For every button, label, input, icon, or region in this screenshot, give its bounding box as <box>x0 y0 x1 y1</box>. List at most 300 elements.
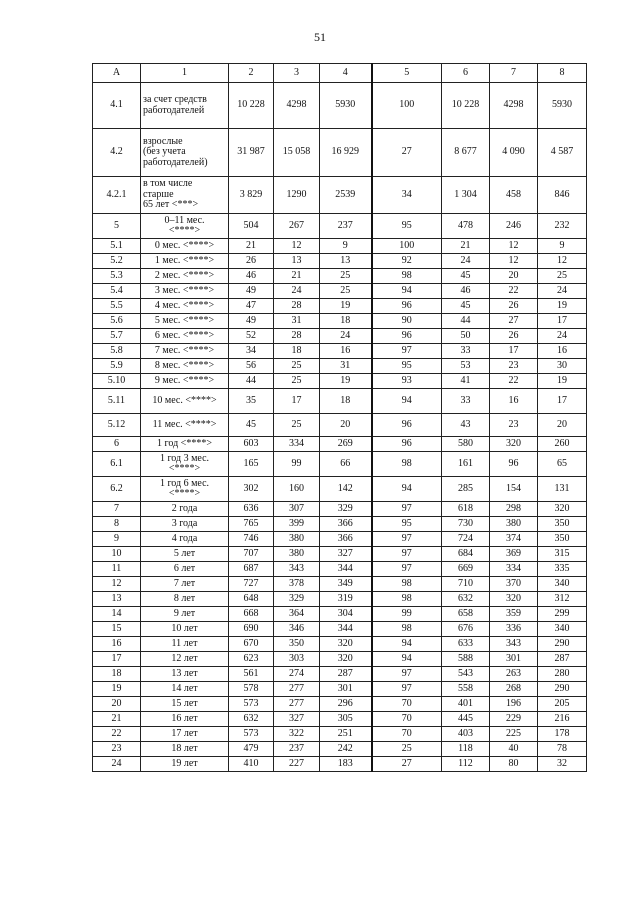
row-label-line: в том числе <box>143 178 193 190</box>
value-cell-col-2: 648 <box>229 592 274 607</box>
row-label-cell <box>141 607 229 622</box>
row-id-cell: 4.2.1 <box>93 177 141 214</box>
value-cell-col-2: 479 <box>229 742 274 757</box>
value-cell-col-2: 44 <box>229 374 274 389</box>
row-label-line: 0 мес. <****> <box>154 239 215 251</box>
value-cell-col-3: 25 <box>274 414 320 437</box>
value-cell-col-8: 16 <box>538 344 587 359</box>
value-cell-col-5: 97 <box>372 682 442 697</box>
table-row <box>93 239 587 254</box>
row-id-cell: 5.9 <box>93 359 141 374</box>
value-cell-col-7: 225 <box>490 727 538 742</box>
value-cell-col-5: 96 <box>372 329 442 344</box>
value-cell-col-7: 374 <box>490 532 538 547</box>
table-row <box>93 284 587 299</box>
row-label-line: (без учета <box>143 146 186 158</box>
value-cell-col-5: 70 <box>372 697 442 712</box>
value-cell-col-2: 632 <box>229 712 274 727</box>
row-id-cell: 5.10 <box>93 374 141 389</box>
row-id-cell: 20 <box>93 697 141 712</box>
value-cell-col-5: 97 <box>372 547 442 562</box>
header-cell-a: А <box>93 64 141 83</box>
value-cell-col-4: 20 <box>320 414 372 437</box>
value-cell-col-5: 96 <box>372 299 442 314</box>
value-cell-col-7: 369 <box>490 547 538 562</box>
value-cell-col-7: 16 <box>490 389 538 414</box>
value-cell-col-8: 19 <box>538 299 587 314</box>
value-cell-col-4: 320 <box>320 652 372 667</box>
value-cell-col-2: 21 <box>229 239 274 254</box>
value-cell-col-3: 343 <box>274 562 320 577</box>
row-label-cell <box>141 344 229 359</box>
value-cell-col-6: 676 <box>442 622 490 637</box>
row-id-cell: 6.2 <box>93 477 141 502</box>
row-label-line: 12 лет <box>171 652 198 664</box>
row-label-line: взрослые <box>143 135 183 147</box>
value-cell-col-2: 165 <box>229 452 274 477</box>
value-cell-col-5: 100 <box>372 83 442 129</box>
value-cell-col-6: 684 <box>442 547 490 562</box>
row-id-cell: 5 <box>93 214 141 239</box>
row-label-line: 13 лет <box>171 667 198 679</box>
value-cell-col-8: 315 <box>538 547 587 562</box>
value-cell-col-6: 8 677 <box>442 129 490 177</box>
row-id-cell: 17 <box>93 652 141 667</box>
row-label-cell <box>141 637 229 652</box>
row-label-cell <box>141 622 229 637</box>
value-cell-col-3: 322 <box>274 727 320 742</box>
value-cell-col-8: 32 <box>538 757 587 772</box>
value-cell-col-7: 458 <box>490 177 538 214</box>
value-cell-col-3: 25 <box>274 359 320 374</box>
value-cell-col-6: 1 304 <box>442 177 490 214</box>
value-cell-col-2: 578 <box>229 682 274 697</box>
table-row <box>93 742 587 757</box>
row-label-line: работодателей) <box>143 156 208 168</box>
value-cell-col-8: 312 <box>538 592 587 607</box>
row-label-cell <box>141 547 229 562</box>
row-id-cell: 10 <box>93 547 141 562</box>
value-cell-col-3: 18 <box>274 344 320 359</box>
value-cell-col-4: 183 <box>320 757 372 772</box>
row-label-cell <box>141 437 229 452</box>
table-row <box>93 83 587 129</box>
value-cell-col-7: 4298 <box>490 83 538 129</box>
value-cell-col-8: 25 <box>538 269 587 284</box>
value-cell-col-3: 378 <box>274 577 320 592</box>
row-label-cell <box>141 592 229 607</box>
value-cell-col-4: 366 <box>320 517 372 532</box>
value-cell-col-2: 746 <box>229 532 274 547</box>
row-label-cell <box>141 727 229 742</box>
value-cell-col-7: 80 <box>490 757 538 772</box>
row-label-line: 10 мес. <****> <box>152 394 217 406</box>
row-id-cell: 5.6 <box>93 314 141 329</box>
row-label-cell <box>141 742 229 757</box>
value-cell-col-4: 19 <box>320 374 372 389</box>
header-cell-8: 8 <box>538 64 587 83</box>
value-cell-col-7: 343 <box>490 637 538 652</box>
row-label-line: 6 мес. <****> <box>154 329 215 341</box>
table-row <box>93 254 587 269</box>
value-cell-col-8: 5930 <box>538 83 587 129</box>
table-row <box>93 607 587 622</box>
table-row <box>93 562 587 577</box>
header-cell-7: 7 <box>490 64 538 83</box>
value-cell-col-4: 344 <box>320 562 372 577</box>
value-cell-col-3: 327 <box>274 712 320 727</box>
value-cell-col-6: 33 <box>442 389 490 414</box>
value-cell-col-8: 290 <box>538 682 587 697</box>
value-cell-col-3: 31 <box>274 314 320 329</box>
row-label-cell <box>141 299 229 314</box>
value-cell-col-5: 70 <box>372 727 442 742</box>
value-cell-col-3: 346 <box>274 622 320 637</box>
value-cell-col-5: 94 <box>372 477 442 502</box>
row-id-cell: 5.11 <box>93 389 141 414</box>
value-cell-col-8: 19 <box>538 374 587 389</box>
value-cell-col-3: 237 <box>274 742 320 757</box>
value-cell-col-8: 20 <box>538 414 587 437</box>
row-label-line: 9 лет <box>173 607 196 619</box>
value-cell-col-7: 320 <box>490 592 538 607</box>
row-label-cell <box>141 83 229 129</box>
value-cell-col-8: 350 <box>538 517 587 532</box>
value-cell-col-4: 366 <box>320 532 372 547</box>
row-label-line: 8 лет <box>173 592 196 604</box>
value-cell-col-3: 329 <box>274 592 320 607</box>
value-cell-col-7: 27 <box>490 314 538 329</box>
row-id-cell: 5.8 <box>93 344 141 359</box>
value-cell-col-3: 17 <box>274 389 320 414</box>
value-cell-col-5: 94 <box>372 652 442 667</box>
value-cell-col-3: 277 <box>274 682 320 697</box>
value-cell-col-8: 4 587 <box>538 129 587 177</box>
value-cell-col-3: 21 <box>274 269 320 284</box>
table-row <box>93 214 587 239</box>
value-cell-col-7: 23 <box>490 414 538 437</box>
value-cell-col-8: 320 <box>538 502 587 517</box>
value-cell-col-2: 687 <box>229 562 274 577</box>
value-cell-col-2: 561 <box>229 667 274 682</box>
value-cell-col-6: 21 <box>442 239 490 254</box>
value-cell-col-5: 100 <box>372 239 442 254</box>
value-cell-col-7: 370 <box>490 577 538 592</box>
row-label-cell <box>141 177 229 214</box>
value-cell-col-7: 40 <box>490 742 538 757</box>
value-cell-col-2: 35 <box>229 389 274 414</box>
row-label-cell <box>141 254 229 269</box>
row-label-cell <box>141 712 229 727</box>
value-cell-col-7: 26 <box>490 329 538 344</box>
row-label-line: 3 года <box>171 517 198 529</box>
value-cell-col-3: 12 <box>274 239 320 254</box>
row-label-line: 19 лет <box>171 757 198 769</box>
table-row <box>93 374 587 389</box>
value-cell-col-2: 727 <box>229 577 274 592</box>
row-label-line: <****> <box>168 488 201 499</box>
row-label-cell <box>141 682 229 697</box>
row-id-cell: 5.4 <box>93 284 141 299</box>
row-label-line: 1 год 6 мес. <box>159 477 210 489</box>
value-cell-col-5: 95 <box>372 214 442 239</box>
value-cell-col-4: 344 <box>320 622 372 637</box>
value-cell-col-4: 25 <box>320 284 372 299</box>
value-cell-col-2: 26 <box>229 254 274 269</box>
row-label-cell <box>141 652 229 667</box>
value-cell-col-5: 27 <box>372 757 442 772</box>
table-row <box>93 269 587 284</box>
row-label-cell <box>141 562 229 577</box>
value-cell-col-2: 47 <box>229 299 274 314</box>
value-cell-col-2: 49 <box>229 284 274 299</box>
value-cell-col-7: 334 <box>490 562 538 577</box>
row-label-cell <box>141 517 229 532</box>
row-label-line: 11 мес. <****> <box>152 418 217 430</box>
table-row <box>93 452 587 477</box>
header-cell-4: 4 <box>320 64 372 83</box>
value-cell-col-6: 41 <box>442 374 490 389</box>
row-id-cell: 7 <box>93 502 141 517</box>
table-row <box>93 389 587 414</box>
value-cell-col-4: 320 <box>320 637 372 652</box>
value-cell-col-5: 92 <box>372 254 442 269</box>
value-cell-col-6: 580 <box>442 437 490 452</box>
value-cell-col-4: 18 <box>320 314 372 329</box>
value-cell-col-7: 4 090 <box>490 129 538 177</box>
row-id-cell: 9 <box>93 532 141 547</box>
value-cell-col-7: 154 <box>490 477 538 502</box>
row-label-line: 7 лет <box>173 577 196 589</box>
value-cell-col-4: 16 <box>320 344 372 359</box>
value-cell-col-5: 34 <box>372 177 442 214</box>
value-cell-col-6: 724 <box>442 532 490 547</box>
value-cell-col-6: 445 <box>442 712 490 727</box>
value-cell-col-8: 335 <box>538 562 587 577</box>
value-cell-col-7: 17 <box>490 344 538 359</box>
value-cell-col-6: 10 228 <box>442 83 490 129</box>
value-cell-col-7: 336 <box>490 622 538 637</box>
value-cell-col-3: 4298 <box>274 83 320 129</box>
value-cell-col-4: 327 <box>320 547 372 562</box>
table-row <box>93 177 587 214</box>
value-cell-col-8: 78 <box>538 742 587 757</box>
value-cell-col-6: 45 <box>442 299 490 314</box>
table-row <box>93 502 587 517</box>
header-cell-5: 5 <box>372 64 442 83</box>
row-label-line: 65 лет <***> <box>143 199 199 211</box>
value-cell-col-8: 12 <box>538 254 587 269</box>
value-cell-col-5: 95 <box>372 517 442 532</box>
value-cell-col-3: 13 <box>274 254 320 269</box>
row-label-line: <****> <box>168 463 201 474</box>
table-row <box>93 344 587 359</box>
value-cell-col-6: 543 <box>442 667 490 682</box>
row-label-cell <box>141 359 229 374</box>
header-cell-3: 3 <box>274 64 320 83</box>
row-id-cell: 13 <box>93 592 141 607</box>
value-cell-col-7: 22 <box>490 284 538 299</box>
page-number: 51 <box>314 30 326 44</box>
value-cell-col-3: 364 <box>274 607 320 622</box>
value-cell-col-3: 28 <box>274 299 320 314</box>
row-id-cell: 24 <box>93 757 141 772</box>
value-cell-col-5: 98 <box>372 592 442 607</box>
value-cell-col-6: 50 <box>442 329 490 344</box>
value-cell-col-5: 96 <box>372 437 442 452</box>
header-cell-1: 1 <box>141 64 229 83</box>
row-label-cell <box>141 214 229 239</box>
row-label-line: 4 мес. <****> <box>154 299 215 311</box>
row-id-cell: 16 <box>93 637 141 652</box>
value-cell-col-4: 349 <box>320 577 372 592</box>
value-cell-col-5: 94 <box>372 284 442 299</box>
value-cell-col-5: 97 <box>372 562 442 577</box>
value-cell-col-8: 9 <box>538 239 587 254</box>
value-cell-col-2: 573 <box>229 727 274 742</box>
value-cell-col-4: 319 <box>320 592 372 607</box>
value-cell-col-7: 22 <box>490 374 538 389</box>
row-label-line: 5 мес. <****> <box>154 314 215 326</box>
value-cell-col-2: 603 <box>229 437 274 452</box>
row-label-line: за счет средств <box>143 94 207 105</box>
value-cell-col-5: 98 <box>372 452 442 477</box>
value-cell-col-5: 94 <box>372 637 442 652</box>
row-label-line: 16 лет <box>171 712 198 724</box>
value-cell-col-4: 19 <box>320 299 372 314</box>
value-cell-col-6: 558 <box>442 682 490 697</box>
value-cell-col-3: 15 058 <box>274 129 320 177</box>
value-cell-col-3: 1290 <box>274 177 320 214</box>
value-cell-col-2: 707 <box>229 547 274 562</box>
value-cell-col-7: 12 <box>490 239 538 254</box>
value-cell-col-7: 320 <box>490 437 538 452</box>
value-cell-col-2: 670 <box>229 637 274 652</box>
row-id-cell: 4.2 <box>93 129 141 177</box>
table-row <box>93 727 587 742</box>
row-id-cell: 6 <box>93 437 141 452</box>
row-label-line: 9 мес. <****> <box>154 374 215 386</box>
row-label-cell <box>141 329 229 344</box>
row-label-line: 2 мес. <****> <box>154 269 215 281</box>
table-row <box>93 547 587 562</box>
row-id-cell: 22 <box>93 727 141 742</box>
value-cell-col-2: 52 <box>229 329 274 344</box>
row-id-cell: 14 <box>93 607 141 622</box>
row-label-line: 18 лет <box>171 742 198 754</box>
value-cell-col-6: 44 <box>442 314 490 329</box>
value-cell-col-8: 205 <box>538 697 587 712</box>
row-id-cell: 8 <box>93 517 141 532</box>
row-id-cell: 18 <box>93 667 141 682</box>
row-id-cell: 5.5 <box>93 299 141 314</box>
value-cell-col-8: 287 <box>538 652 587 667</box>
value-cell-col-8: 340 <box>538 622 587 637</box>
value-cell-col-4: 2539 <box>320 177 372 214</box>
table-row <box>93 652 587 667</box>
row-label-cell <box>141 129 229 177</box>
value-cell-col-8: 131 <box>538 477 587 502</box>
table-row <box>93 414 587 437</box>
value-cell-col-6: 112 <box>442 757 490 772</box>
value-cell-col-3: 227 <box>274 757 320 772</box>
header-cell-2: 2 <box>229 64 274 83</box>
value-cell-col-7: 298 <box>490 502 538 517</box>
table-row <box>93 329 587 344</box>
row-label-cell <box>141 389 229 414</box>
value-cell-col-2: 56 <box>229 359 274 374</box>
value-cell-col-7: 12 <box>490 254 538 269</box>
value-cell-col-2: 46 <box>229 269 274 284</box>
row-id-cell: 23 <box>93 742 141 757</box>
table-row <box>93 314 587 329</box>
value-cell-col-4: 13 <box>320 254 372 269</box>
row-label-line: 14 лет <box>171 682 198 694</box>
row-label-cell <box>141 532 229 547</box>
row-label-line: старше <box>143 188 174 200</box>
value-cell-col-5: 97 <box>372 344 442 359</box>
table-header-row <box>93 64 587 83</box>
value-cell-col-6: 401 <box>442 697 490 712</box>
value-cell-col-4: 142 <box>320 477 372 502</box>
value-cell-col-2: 504 <box>229 214 274 239</box>
row-label-cell <box>141 502 229 517</box>
value-cell-col-3: 267 <box>274 214 320 239</box>
value-cell-col-4: 301 <box>320 682 372 697</box>
value-cell-col-5: 97 <box>372 667 442 682</box>
value-cell-col-6: 118 <box>442 742 490 757</box>
value-cell-col-3: 350 <box>274 637 320 652</box>
value-cell-col-4: 9 <box>320 239 372 254</box>
header-cell-6: 6 <box>442 64 490 83</box>
row-label-line: работодателей <box>143 104 205 116</box>
value-cell-col-7: 23 <box>490 359 538 374</box>
value-cell-col-5: 98 <box>372 622 442 637</box>
row-label-line: 1 год 3 мес. <box>159 452 210 464</box>
value-cell-col-4: 251 <box>320 727 372 742</box>
value-cell-col-8: 216 <box>538 712 587 727</box>
value-cell-col-8: 280 <box>538 667 587 682</box>
table-row <box>93 757 587 772</box>
value-cell-col-2: 636 <box>229 502 274 517</box>
row-id-cell: 12 <box>93 577 141 592</box>
row-label-line: 1 год <****> <box>157 437 212 449</box>
value-cell-col-8: 17 <box>538 389 587 414</box>
row-id-cell: 15 <box>93 622 141 637</box>
value-cell-col-7: 359 <box>490 607 538 622</box>
value-cell-col-5: 99 <box>372 607 442 622</box>
row-id-cell: 5.7 <box>93 329 141 344</box>
row-label-cell <box>141 667 229 682</box>
value-cell-col-3: 274 <box>274 667 320 682</box>
value-cell-col-2: 690 <box>229 622 274 637</box>
table-row <box>93 532 587 547</box>
row-label-line: 11 лет <box>171 637 198 649</box>
table-row <box>93 577 587 592</box>
table-row <box>93 622 587 637</box>
row-label-line: 1 мес. <****> <box>154 254 215 266</box>
value-cell-col-6: 710 <box>442 577 490 592</box>
row-id-cell: 5.3 <box>93 269 141 284</box>
value-cell-col-8: 65 <box>538 452 587 477</box>
value-cell-col-7: 196 <box>490 697 538 712</box>
row-label-line: 10 лет <box>171 622 198 634</box>
value-cell-col-7: 268 <box>490 682 538 697</box>
table-row <box>93 359 587 374</box>
value-cell-col-6: 730 <box>442 517 490 532</box>
value-cell-col-3: 303 <box>274 652 320 667</box>
value-cell-col-8: 232 <box>538 214 587 239</box>
